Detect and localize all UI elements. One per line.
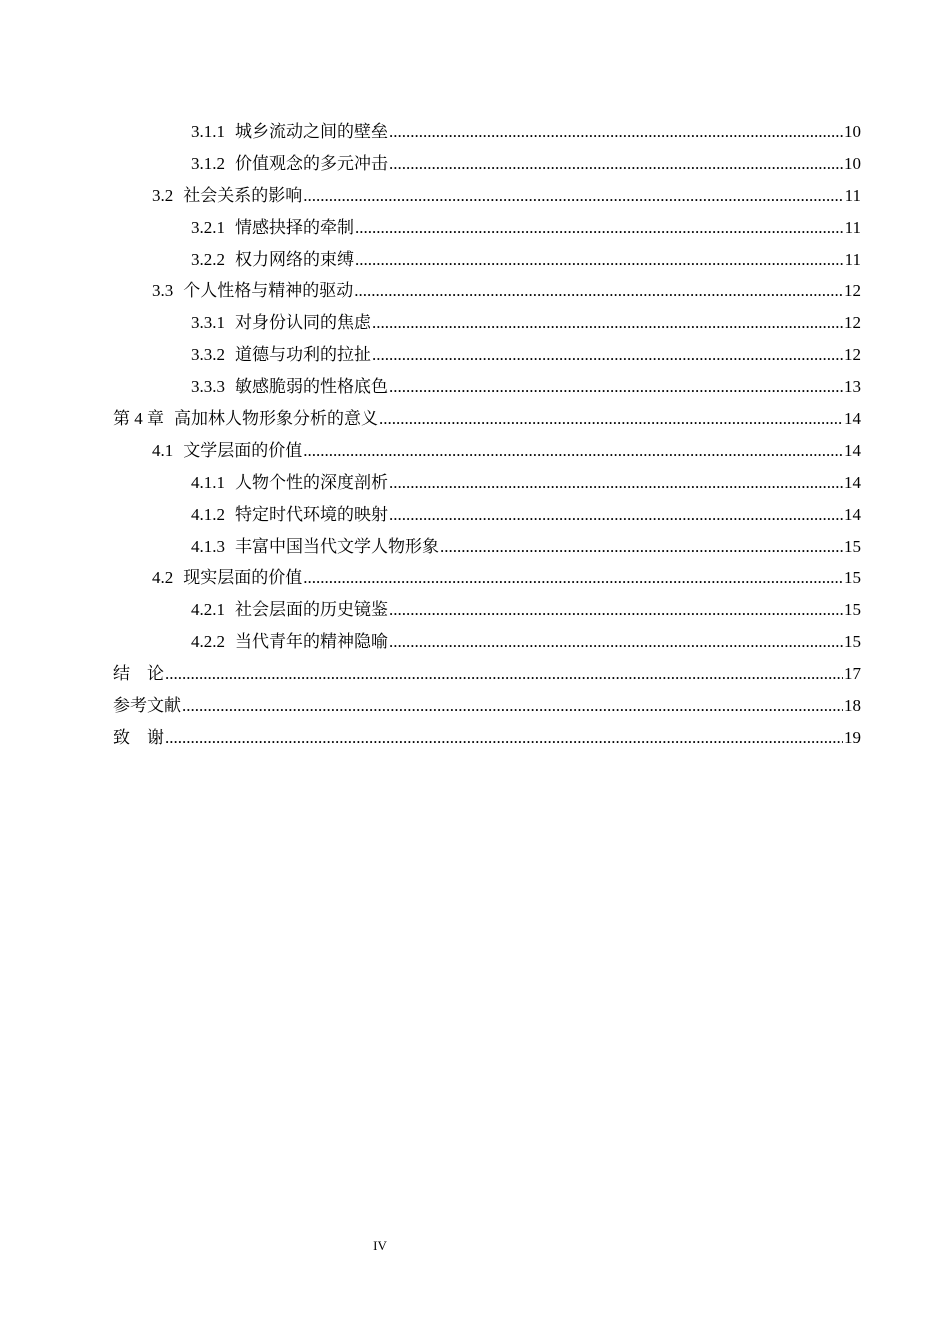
toc-entry-number: 3.2.1	[191, 217, 225, 237]
toc-entry-title: 情感抉择的牵制	[235, 217, 354, 237]
toc-entry-page: 14	[844, 440, 861, 460]
toc-entry[interactable]	[113, 562, 861, 594]
toc-dot-leader	[355, 244, 844, 276]
toc-dot-leader	[389, 371, 843, 403]
toc-entry-page: 17	[844, 664, 861, 684]
toc-entry-title: 价值观念的多元冲击	[235, 153, 388, 173]
toc-entry-number: 4.1	[152, 440, 174, 460]
toc-entry-number: 3.3.3	[191, 377, 225, 397]
toc-entry-number: 3.3	[152, 281, 174, 301]
toc-dot-leader	[372, 339, 843, 371]
toc-entry-page: 15	[844, 536, 861, 556]
page-number-footer: IV	[373, 1238, 387, 1253]
toc-entry-title: 致 谢	[113, 727, 164, 747]
toc-entry-title: 高加林人物形象分析的意义	[174, 409, 378, 429]
toc-entry-number: 3.3.2	[191, 345, 225, 365]
toc-entry-page: 14	[844, 504, 861, 524]
toc-dot-leader	[389, 499, 843, 531]
toc-entry-page: 10	[844, 122, 861, 141]
toc-entry-number: 4.1.1	[191, 472, 225, 492]
table-of-contents	[113, 116, 861, 754]
toc-entry-number: 3.2	[152, 185, 174, 205]
toc-dot-leader	[165, 722, 843, 754]
toc-dot-leader	[354, 275, 843, 307]
toc-entry[interactable]	[113, 148, 861, 180]
toc-entry[interactable]	[113, 722, 861, 754]
toc-entry-title: 社会层面的历史镜鉴	[235, 600, 388, 620]
toc-entry-page: 12	[844, 281, 861, 301]
toc-entry-title: 现实层面的价值	[183, 568, 303, 588]
toc-dot-leader	[389, 594, 843, 626]
toc-entry-title: 当代青年的精神隐喻	[235, 632, 388, 652]
toc-dot-leader	[165, 658, 843, 690]
toc-entry-page: 15	[844, 632, 861, 652]
toc-entry[interactable]	[113, 339, 861, 371]
toc-entry-page: 15	[844, 568, 861, 588]
toc-entry-number: 3.3.1	[191, 313, 225, 333]
toc-entry-page: 18	[844, 696, 861, 716]
toc-entry-number: 4.2.1	[191, 600, 225, 620]
toc-entry-number: 3.2.2	[191, 249, 225, 269]
toc-entry-title: 人物个性的深度剖析	[235, 472, 388, 492]
toc-entry[interactable]	[113, 467, 861, 499]
toc-entry[interactable]	[113, 116, 861, 148]
toc-entry-title: 文学层面的价值	[183, 440, 303, 460]
toc-dot-leader	[379, 403, 843, 435]
toc-dot-leader	[182, 690, 843, 722]
toc-entry[interactable]	[113, 212, 861, 244]
toc-dot-leader	[389, 626, 843, 658]
toc-entry[interactable]	[113, 307, 861, 339]
toc-entry-title: 参考文献	[113, 696, 181, 716]
toc-dot-leader	[372, 307, 843, 339]
toc-entry-page: 10	[844, 153, 861, 173]
toc-entry-title: 对身份认同的焦虑	[235, 313, 371, 333]
toc-entry-title: 丰富中国当代文学人物形象	[235, 536, 439, 556]
toc-entry-page: 11	[844, 249, 861, 269]
toc-entry[interactable]	[113, 531, 861, 563]
toc-entry-title: 权力网络的束缚	[235, 249, 354, 269]
toc-entry-title: 敏感脆弱的性格底色	[235, 377, 388, 397]
toc-entry[interactable]	[113, 594, 861, 626]
toc-dot-leader	[355, 212, 844, 244]
toc-entry-page: 11	[844, 217, 861, 237]
toc-entry-title: 特定时代环境的映射	[235, 504, 388, 524]
toc-entry[interactable]	[113, 435, 861, 467]
toc-entry-title: 城乡流动之间的壁垒	[235, 122, 388, 141]
toc-entry-number: 4.2.2	[191, 632, 225, 652]
toc-entry-number: 4.1.3	[191, 536, 225, 556]
toc-entry[interactable]	[113, 403, 861, 435]
toc-entry-title: 个人性格与精神的驱动	[183, 281, 354, 301]
toc-entry-page: 13	[844, 377, 861, 397]
toc-dot-leader	[303, 180, 843, 212]
toc-entry[interactable]	[113, 626, 861, 658]
toc-entry[interactable]	[113, 371, 861, 403]
toc-entry-page: 19	[844, 727, 861, 747]
toc-entry-page: 14	[844, 409, 861, 429]
toc-entry[interactable]	[113, 690, 861, 722]
toc-dot-leader	[389, 148, 843, 180]
toc-entry-title: 道德与功利的拉扯	[235, 345, 371, 365]
toc-entry-page: 14	[844, 472, 861, 492]
toc-dot-leader	[303, 435, 843, 467]
toc-entry[interactable]	[113, 275, 861, 307]
toc-dot-leader	[303, 562, 843, 594]
toc-entry-title: 社会关系的影响	[183, 185, 303, 205]
toc-entry-title: 结 论	[113, 664, 164, 684]
toc-entry-number: 3.1.2	[191, 153, 225, 173]
toc-entry-page: 12	[844, 313, 861, 333]
toc-entry[interactable]	[113, 244, 861, 276]
toc-entry-number: 4.1.2	[191, 504, 225, 524]
toc-entry[interactable]	[113, 180, 861, 212]
toc-dot-leader	[389, 467, 843, 499]
toc-entry-page: 11	[844, 185, 861, 205]
toc-entry[interactable]	[113, 499, 861, 531]
toc-entry-page: 15	[844, 600, 861, 620]
toc-dot-leader	[389, 116, 843, 148]
toc-entry-number: 4.2	[152, 568, 174, 588]
toc-entry-number: 3.1.1	[191, 122, 225, 141]
toc-entry[interactable]	[113, 658, 861, 690]
toc-dot-leader	[440, 531, 843, 563]
toc-entry-number: 第 4 章	[113, 409, 164, 429]
toc-entry-page: 12	[844, 345, 861, 365]
